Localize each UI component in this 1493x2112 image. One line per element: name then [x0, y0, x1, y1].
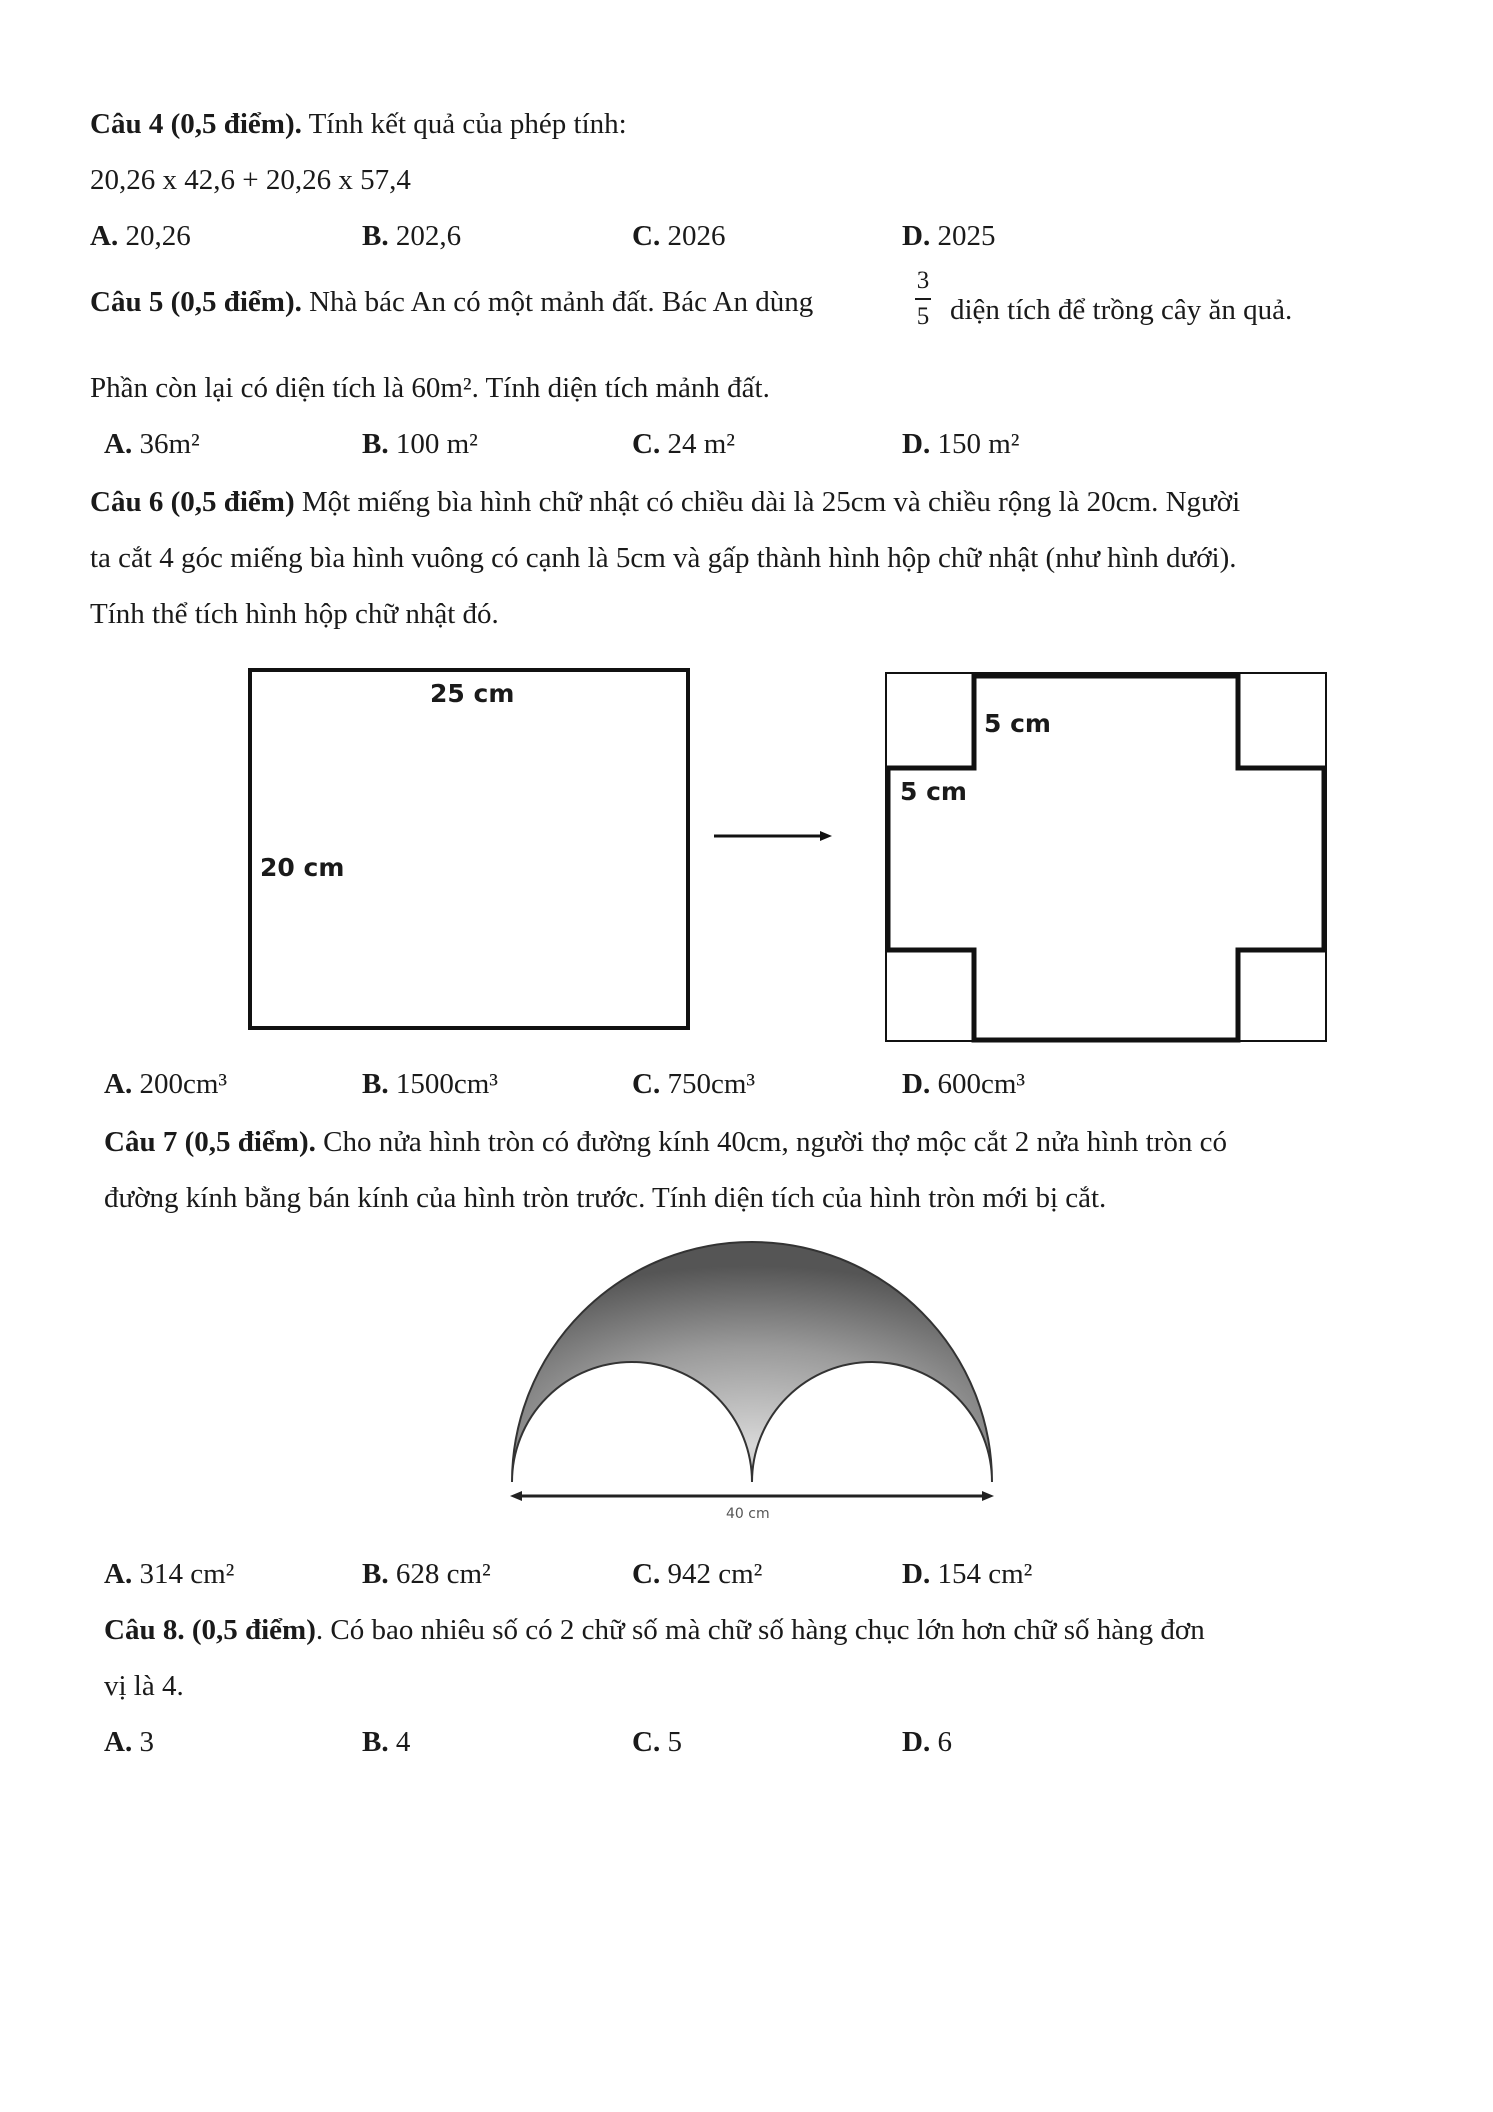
q5-option-b[interactable]: B. 100 m²: [362, 428, 478, 460]
q7-line2: đường kính bằng bán kính của hình tròn trước. Tính diện tích của hình tròn mới bị cắt.: [104, 1182, 1107, 1214]
diameter-label: 40 cm: [726, 1506, 770, 1522]
q5-text2: diện tích để trồng cây ăn quả.: [950, 294, 1293, 326]
cut-top-label: 5 cm: [984, 709, 1051, 738]
q4-option-b[interactable]: B. 202,6: [362, 220, 462, 252]
q6-option-d[interactable]: D. 600cm³: [902, 1068, 1026, 1100]
q8-option-d[interactable]: D. 6: [902, 1726, 952, 1758]
q6-line3: Tính thể tích hình hộp chữ nhật đó.: [90, 598, 499, 630]
q4-option-c[interactable]: C. 2026: [632, 220, 726, 252]
q5-line2: Phần còn lại có diện tích là 60m². Tính diện tích mảnh đất.: [90, 372, 770, 404]
q5-option-c[interactable]: C. 24 m²: [632, 428, 735, 460]
q4-title: Câu 4 (0,5 điểm).: [90, 108, 302, 140]
q6-option-a[interactable]: A. 200cm³: [104, 1068, 228, 1100]
q6-option-c[interactable]: C. 750cm³: [632, 1068, 756, 1100]
q5-text1: Nhà bác An có một mảnh đất. Bác An dùng: [301, 286, 814, 318]
diameter-arrow-right: [982, 1491, 994, 1501]
q7-text1: Cho nửa hình tròn có đường kính 40cm, người thợ mộc cắt 2 nửa hình tròn có: [315, 1126, 1227, 1158]
q4-option-a[interactable]: A. 20,26: [90, 220, 191, 252]
q8-option-c[interactable]: C. 5: [632, 1726, 682, 1758]
q5-option-a[interactable]: A. 36m²: [104, 428, 200, 460]
q7-option-b[interactable]: B. 628 cm²: [362, 1558, 491, 1590]
q7-option-a[interactable]: A. 314 cm²: [104, 1558, 235, 1590]
q6-text1: Một miếng bìa hình chữ nhật có chiều dài là 25cm và chiều rộng là 20cm. Người: [294, 486, 1241, 518]
width-label: 20 cm: [260, 853, 345, 882]
q8-option-b[interactable]: B. 4: [362, 1726, 411, 1758]
q4-option-d[interactable]: D. 2025: [902, 220, 996, 252]
q7-option-d[interactable]: D. 154 cm²: [902, 1558, 1033, 1590]
q5-option-d[interactable]: D. 150 m²: [902, 428, 1020, 460]
q5-fraction-numerator: 3: [916, 267, 930, 294]
diameter-arrow-left: [510, 1491, 522, 1501]
q5-fraction-denominator: 5: [916, 303, 930, 330]
q8-option-a[interactable]: A. 3: [104, 1726, 154, 1758]
q8-question: [104, 1612, 1205, 1648]
length-label: 25 cm: [430, 679, 515, 708]
q4-text: Tính kết quả của phép tính:: [301, 108, 627, 140]
q6-line2: ta cắt 4 góc miếng bìa hình vuông có cạnh là 5cm và gấp thành hình hộp chữ nhật (như hình dưới).: [90, 542, 1237, 574]
q4-expression: 20,26 x 42,6 + 20,26 x 57,4: [90, 164, 411, 196]
q8-line2: vị là 4.: [104, 1670, 184, 1702]
q6-option-b[interactable]: B. 1500cm³: [362, 1068, 498, 1100]
q6-title: Câu 6 (0,5 điểm): [90, 486, 295, 518]
q8-text1: . Có bao nhiêu số có 2 chữ số mà chữ số hàng chục lớn hơn chữ số hàng đơn: [315, 1614, 1205, 1646]
cut-side-label: 5 cm: [900, 777, 967, 806]
q7-title: Câu 7 (0,5 điểm).: [104, 1126, 316, 1158]
shaded-region: [512, 1242, 992, 1482]
q5-title: Câu 5 (0,5 điểm).: [90, 286, 302, 318]
q8-title: Câu 8. (0,5 điểm): [104, 1614, 316, 1646]
q7-option-c[interactable]: C. 942 cm²: [632, 1558, 763, 1590]
